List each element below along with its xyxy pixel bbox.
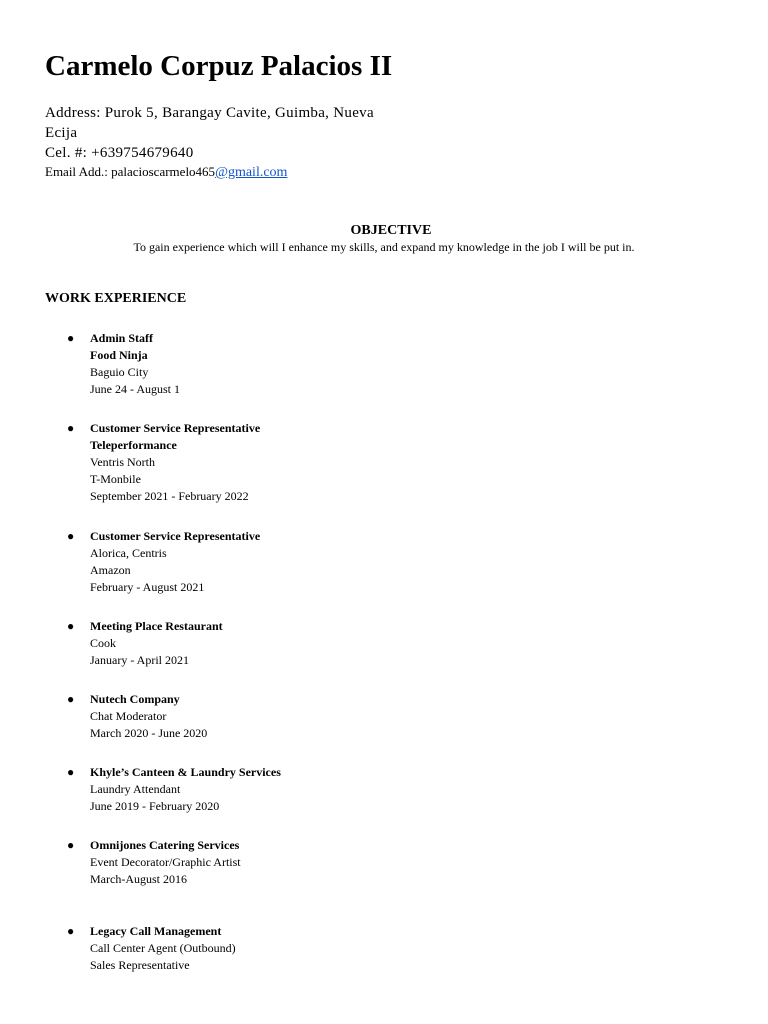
objective-text: To gain experience which will I enhance my skills, and expand my knowledge in the job I will be put in. (133, 240, 635, 254)
job-title: Legacy Call Management (90, 924, 222, 938)
job-detail: Chat Moderator (90, 709, 167, 723)
job-detail: June 2019 - February 2020 (90, 799, 220, 813)
job-entry (67, 691, 208, 742)
job-entry (67, 330, 180, 398)
job-title: Meeting Place Restaurant (90, 619, 223, 633)
job-detail: February - August 2021 (90, 580, 205, 594)
email-user: palacioscarmelo465 (111, 164, 216, 179)
bullet-icon: ● (67, 924, 75, 938)
job-detail: Ventris North (90, 455, 155, 469)
job-detail: Food Ninja (90, 348, 148, 362)
job-detail: Laundry Attendant (90, 782, 181, 796)
bullet-icon: ● (67, 619, 75, 633)
job-detail: September 2021 - February 2022 (90, 489, 249, 503)
cellphone-number: Cel. #: +639754679640 (45, 145, 194, 161)
job-title: Admin Staff (90, 331, 154, 345)
work-experience-heading: WORK EXPERIENCE (45, 291, 187, 306)
job-entry (67, 923, 236, 974)
job-entry (67, 837, 241, 888)
job-detail: March-August 2016 (90, 872, 187, 886)
job-detail: June 24 - August 1 (90, 382, 180, 396)
job-detail: Teleperformance (90, 438, 177, 452)
email-label: Email Add.: (45, 164, 112, 179)
job-entry (67, 618, 223, 669)
job-detail: Cook (90, 636, 117, 650)
job-entry (67, 420, 261, 505)
job-title: Customer Service Representative (90, 529, 261, 543)
candidate-name: Carmelo Corpuz Palacios II (45, 50, 393, 82)
job-entry (67, 764, 281, 815)
job-detail: March 2020 - June 2020 (90, 726, 208, 740)
job-entry (67, 528, 261, 596)
email-line (45, 163, 287, 182)
address: Address: Purok 5, Barangay Cavite, Guimba, Nueva Ecija (45, 105, 374, 141)
job-title: Customer Service Representative (90, 421, 261, 435)
job-detail: Amazon (90, 563, 131, 577)
bullet-icon: ● (67, 529, 75, 543)
job-detail: T-Monbile (90, 472, 141, 486)
bullet-icon: ● (67, 765, 75, 779)
job-detail: Call Center Agent (Outbound) (90, 941, 236, 955)
job-detail: Alorica, Centris (90, 546, 167, 560)
bullet-icon: ● (67, 838, 75, 852)
job-detail: Baguio City (90, 365, 149, 379)
job-title: Nutech Company (90, 692, 180, 706)
objective-heading: OBJECTIVE (350, 223, 432, 238)
bullet-icon: ● (67, 692, 75, 706)
bullet-icon: ● (67, 331, 75, 345)
job-detail: January - April 2021 (90, 653, 189, 667)
job-detail: Event Decorator/Graphic Artist (90, 855, 241, 869)
job-title: Khyle’s Canteen & Laundry Services (90, 765, 281, 779)
email-domain-link[interactable]: @gmail.com (215, 165, 288, 180)
job-title: Omnijones Catering Services (90, 838, 240, 852)
bullet-icon: ● (67, 421, 75, 435)
job-detail: Sales Representative (90, 958, 190, 972)
